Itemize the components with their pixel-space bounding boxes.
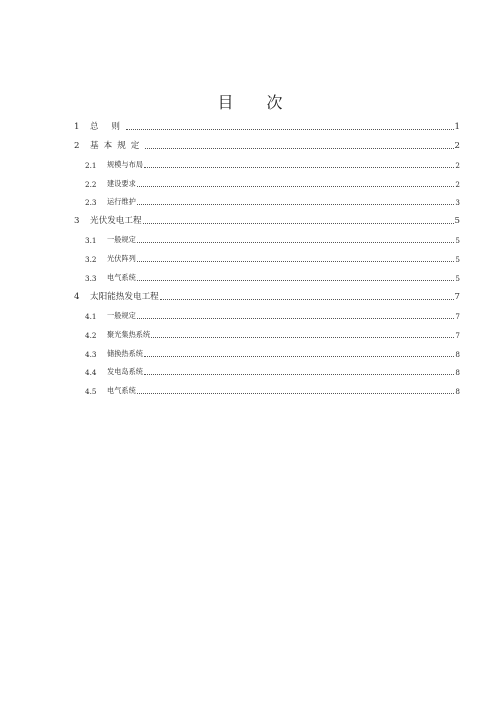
dot-leader: [137, 241, 455, 243]
toc-label: 运行维护: [107, 197, 136, 207]
toc-entry-4-1[interactable]: [74, 302, 460, 321]
toc-entry-2-3[interactable]: [74, 189, 460, 208]
toc-entry-2[interactable]: [74, 132, 460, 151]
toc-number: 2.1: [85, 160, 97, 170]
page-title: 目 次: [217, 93, 297, 112]
toc-page-number: 5: [455, 274, 460, 284]
table-of-contents: [74, 113, 460, 396]
toc-page-number: 2: [454, 140, 460, 151]
toc-page-number: 8: [455, 349, 460, 359]
toc-entry-1[interactable]: [74, 113, 460, 132]
toc-page-number: 5: [455, 236, 460, 246]
toc-entry-4-5[interactable]: [74, 377, 460, 396]
toc-label: 储换热系统: [107, 348, 143, 358]
dot-leader: [144, 355, 454, 357]
toc-page-number: 3: [455, 198, 460, 208]
toc-entry-4-3[interactable]: [74, 340, 460, 359]
toc-page-number: 2: [455, 160, 460, 170]
toc-label: 一般规定: [107, 310, 136, 320]
toc-number: 4.4: [85, 368, 97, 378]
toc-number: 4: [74, 291, 80, 302]
toc-label: 总 则: [90, 121, 125, 132]
toc-entry-4-4[interactable]: [74, 359, 460, 378]
toc-number: 2: [74, 140, 80, 151]
dot-leader: [160, 298, 454, 300]
dot-leader: [143, 222, 454, 224]
toc-entry-3-2[interactable]: [74, 245, 460, 264]
toc-page-number: 7: [455, 311, 460, 321]
dot-leader: [137, 317, 455, 319]
dot-leader: [137, 260, 455, 262]
toc-number: 4.5: [85, 387, 97, 397]
toc-entry-3[interactable]: [74, 207, 460, 226]
toc-entry-3-3[interactable]: [74, 264, 460, 283]
dot-leader: [137, 392, 455, 394]
toc-number: 2.2: [85, 179, 97, 189]
toc-page-number: 8: [455, 368, 460, 378]
toc-page-number: 7: [454, 291, 460, 302]
toc-page-number: 8: [455, 387, 460, 397]
toc-page-number: 7: [455, 330, 460, 340]
toc-number: 2.3: [85, 198, 97, 208]
toc-page-number: 5: [455, 255, 460, 265]
toc-label: 基本规定: [90, 140, 145, 151]
toc-number: 3: [74, 216, 80, 227]
dot-leader: [144, 166, 454, 168]
toc-label: 一般规定: [107, 235, 136, 245]
toc-number: 3.1: [85, 236, 97, 246]
toc-number: 3.2: [85, 255, 97, 265]
toc-entry-4-2[interactable]: [74, 321, 460, 340]
dot-leader: [126, 128, 454, 130]
toc-entry-2-2[interactable]: [74, 170, 460, 189]
toc-label: 规模与布局: [107, 159, 143, 169]
toc-entry-2-1[interactable]: [74, 151, 460, 170]
dot-leader: [145, 147, 453, 149]
toc-entry-3-1[interactable]: [74, 226, 460, 245]
toc-label: 电气系统: [107, 273, 136, 283]
toc-page-number: 5: [454, 216, 460, 227]
toc-page-number: 1: [454, 121, 460, 132]
toc-number: 3.3: [85, 274, 97, 284]
dot-leader: [151, 336, 454, 338]
toc-entry-4[interactable]: [74, 283, 460, 302]
toc-label: 太阳能热发电工程: [90, 291, 159, 302]
toc-label: 建设要求: [107, 178, 136, 188]
dot-leader: [137, 279, 455, 281]
toc-number: 1: [74, 121, 80, 132]
toc-label: 电气系统: [107, 386, 136, 396]
toc-number: 4.2: [85, 330, 97, 340]
dot-leader: [137, 203, 455, 205]
dot-leader: [137, 185, 455, 187]
toc-page-number: 2: [455, 179, 460, 189]
toc-number: 4.3: [85, 349, 97, 359]
dot-leader: [144, 373, 454, 375]
toc-label: 聚光集热系统: [107, 329, 151, 339]
toc-number: 4.1: [85, 311, 97, 321]
toc-label: 光伏发电工程: [90, 216, 142, 227]
toc-label: 发电岛系统: [107, 367, 143, 377]
toc-label: 光伏阵列: [107, 254, 136, 264]
